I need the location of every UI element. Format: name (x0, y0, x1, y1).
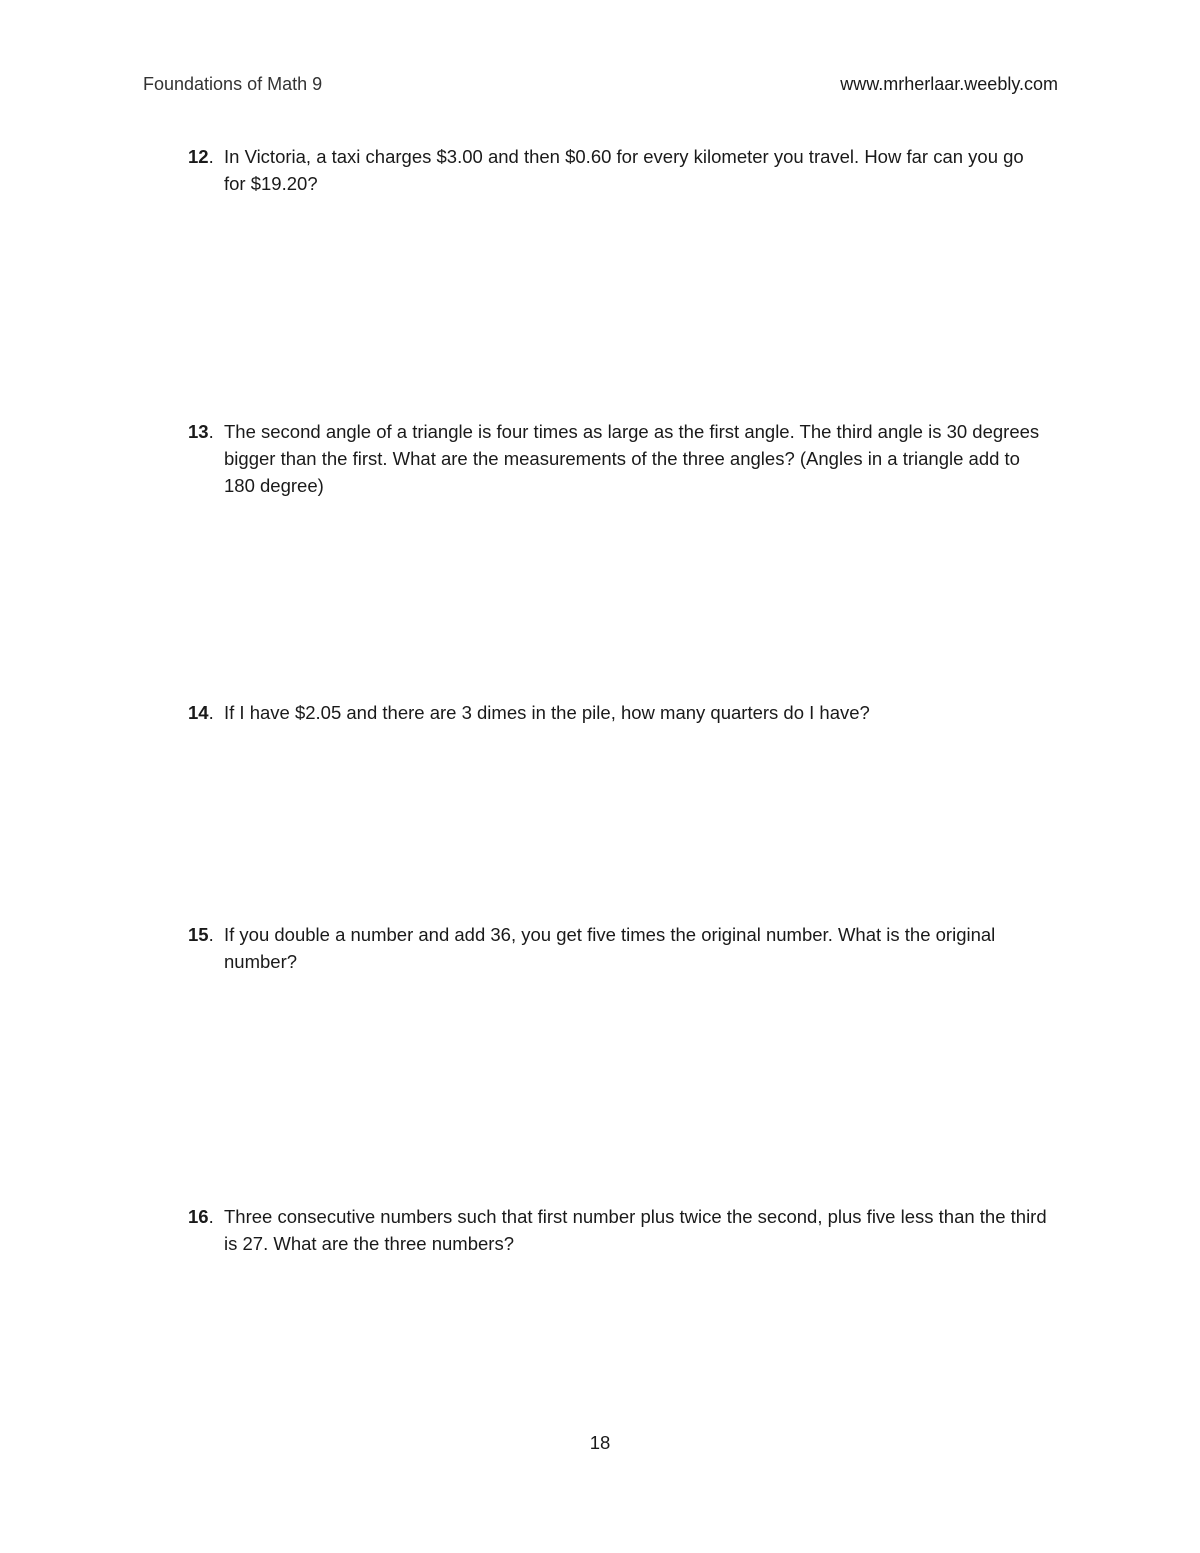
question-13 (188, 418, 1048, 499)
question-number: 16. (188, 1206, 214, 1227)
question-text: Three consecutive numbers such that first number plus twice the second, plus five less than the third is 27. What are the three numbers? (224, 1206, 1047, 1254)
question-16 (188, 1203, 1048, 1257)
question-number: 13. (188, 421, 214, 442)
question-12 (188, 143, 1048, 197)
question-text: In Victoria, a taxi charges $3.00 and then $0.60 for every kilometer you travel. How far can you go for $19.20? (224, 146, 1024, 194)
question-number: 12. (188, 146, 214, 167)
question-number: 15. (188, 924, 214, 945)
question-text: If you double a number and add 36, you get five times the original number. What is the original number? (224, 924, 996, 972)
question-text: If I have $2.05 and there are 3 dimes in the pile, how many quarters do I have? (224, 702, 870, 723)
question-15 (188, 921, 1048, 975)
question-text: The second angle of a triangle is four times as large as the first angle. The third angle is 30 degrees bigger than the first. What are the measurements of the three angles? (Angles in a triangle add to 180 degree) (224, 421, 1040, 496)
page-number: 18 (589, 1432, 611, 1453)
question-number: 14. (188, 702, 214, 723)
website-url: www.mrherlaar.weebly.com (840, 74, 1058, 94)
course-title: Foundations of Math 9 (143, 74, 323, 94)
question-14 (188, 699, 1048, 726)
